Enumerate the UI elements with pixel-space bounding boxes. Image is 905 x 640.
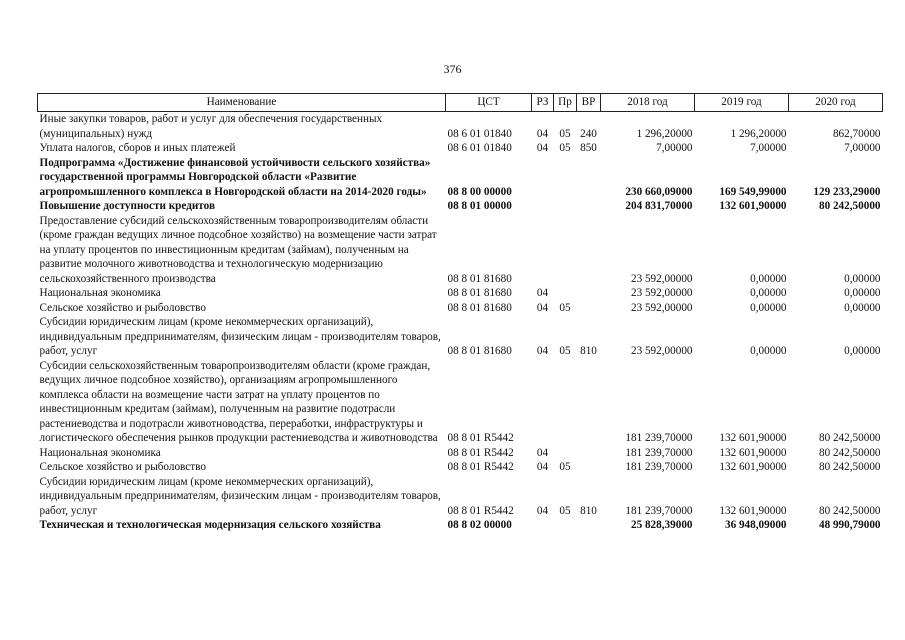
row-2020: 7,00000	[844, 142, 881, 154]
row-pr: 05	[559, 142, 571, 154]
row-2018: 7,00000	[656, 142, 693, 154]
row-name: Повышение доступности кредитов	[39, 200, 216, 212]
table-row	[38, 141, 883, 156]
row-cst: 08 8 01 00000	[447, 200, 512, 212]
row-pr: 05	[559, 504, 571, 517]
row-2019: 132 601,90000	[719, 461, 787, 473]
row-name: Предоставление субсидий сельскохозяйственным товаропроизводителям области (кроме граждан ведущих личное подсобное хозяйство) на возмещение части затрат на уплату процентов по инвестиционным кредитам (займам), полученным на развитие молочного животноводства и технологическую модернизацию сельскохозяйственного производства	[39, 214, 437, 285]
row-name: Уплата налогов, сборов и иных платежей	[39, 142, 236, 154]
row-2019: 132 601,90000	[719, 200, 787, 212]
header-2020: 2020 год	[789, 94, 883, 112]
row-vr	[577, 359, 601, 446]
row-vr	[577, 446, 601, 461]
row-2018: 181 239,70000	[625, 504, 693, 517]
row-2019: 0,00000	[750, 345, 787, 357]
table-row	[38, 315, 883, 359]
row-rz: 04	[536, 301, 549, 314]
row-pr	[554, 446, 577, 461]
row-2019: 0,00000	[750, 287, 787, 299]
row-name: Субсидии юридическим лицам (кроме некоммерческих организаций), индивидуальным предпринимателям, физическим лицам - производителям товаров, работ, услуг	[39, 316, 441, 357]
row-pr: 05	[559, 461, 571, 473]
row-2018: 1 296,20000	[636, 127, 693, 140]
row-cst: 08 8 01 81680	[447, 345, 512, 357]
row-name: Техническая и технологическая модернизация сельского хозяйства	[39, 519, 381, 531]
row-cst: 08 6 01 01840	[447, 127, 512, 140]
row-cst: 08 6 01 01840	[447, 142, 512, 154]
row-cst: 08 8 01 R5442	[447, 432, 514, 444]
row-2020: 0,00000	[844, 272, 881, 285]
row-vr: 810	[580, 345, 597, 357]
row-2019: 36 948,09000	[724, 519, 787, 531]
row-cst: 08 8 01 81680	[447, 272, 512, 285]
row-name: Национальная экономика	[39, 287, 161, 299]
row-2018: 230 660,09000	[625, 185, 693, 198]
row-2018: 181 239,70000	[625, 461, 693, 473]
row-vr	[577, 214, 601, 287]
row-rz	[532, 518, 554, 533]
row-2019: 7,00000	[750, 142, 787, 154]
row-cst: 08 8 01 R5442	[447, 461, 514, 473]
row-name: Подпрограмма «Достижение финансовой устойчивости сельского хозяйства» государственной программы Новгородской области «Развитие агропромышленного комплекса в Новгородской области на 2014-2020 годы»	[39, 156, 431, 198]
row-2019: 169 549,99000	[719, 185, 787, 198]
row-vr	[577, 199, 601, 214]
row-2019: 1 296,20000	[730, 127, 787, 140]
row-2018: 23 592,00000	[630, 272, 693, 285]
row-cst: 08 8 01 R5442	[447, 446, 514, 459]
header-row	[38, 94, 883, 112]
row-pr	[554, 199, 577, 214]
table-row	[38, 286, 883, 301]
row-pr	[554, 359, 577, 446]
row-pr: 05	[559, 301, 571, 314]
table-row	[38, 446, 883, 461]
row-cst: 08 8 02 00000	[447, 519, 512, 531]
row-2019: 132 601,90000	[719, 432, 787, 444]
table-body	[38, 112, 883, 533]
row-pr	[554, 156, 577, 200]
row-pr: 05	[559, 345, 571, 357]
header-vr: ВР	[577, 94, 601, 112]
row-cst: 08 8 00 00000	[447, 185, 512, 198]
row-pr	[554, 286, 577, 301]
header-rz: РЗ	[532, 94, 554, 112]
row-vr	[577, 460, 601, 475]
row-2020: 80 242,50000	[818, 446, 881, 459]
header-2018: 2018 год	[601, 94, 695, 112]
header-2019: 2019 год	[695, 94, 789, 112]
row-vr: 850	[580, 142, 597, 154]
row-2018: 23 592,00000	[630, 301, 693, 314]
budget-table	[37, 93, 883, 533]
row-name: Сельское хозяйство и рыболовство	[39, 301, 206, 314]
row-cst: 08 8 01 R5442	[447, 504, 514, 517]
row-rz: 04	[536, 287, 549, 299]
row-2019: 132 601,90000	[719, 446, 787, 459]
table-row	[38, 156, 883, 200]
row-2020: 862,70000	[832, 127, 881, 140]
row-2019: 0,00000	[750, 301, 787, 314]
row-vr: 240	[580, 127, 597, 140]
row-2018: 23 592,00000	[630, 345, 693, 357]
row-2020: 48 990,79000	[818, 519, 881, 531]
row-2020: 129 233,29000	[813, 185, 881, 198]
row-2020: 80 242,50000	[818, 461, 881, 473]
row-2018: 25 828,39000	[630, 519, 693, 531]
table-row	[38, 199, 883, 214]
row-pr	[554, 518, 577, 533]
row-rz	[532, 214, 554, 287]
row-pr	[554, 214, 577, 287]
table-row	[38, 475, 883, 519]
row-rz: 04	[536, 461, 549, 473]
row-cst: 08 8 01 81680	[447, 287, 512, 299]
row-vr: 810	[580, 504, 597, 517]
table-row	[38, 359, 883, 446]
row-2019: 132 601,90000	[719, 504, 787, 517]
row-2020: 80 242,50000	[818, 432, 881, 444]
row-2020: 80 242,50000	[818, 200, 881, 212]
row-rz	[532, 199, 554, 214]
row-rz	[532, 359, 554, 446]
row-2020: 0,00000	[844, 287, 881, 299]
row-2018: 181 239,70000	[625, 446, 693, 459]
row-vr	[577, 301, 601, 316]
header-pr: Пр	[554, 94, 577, 112]
header-cst: ЦСТ	[446, 94, 532, 112]
row-name: Иные закупки товаров, работ и услуг для обеспечения государственных (муниципальных) нужд	[39, 113, 383, 140]
row-2018: 204 831,70000	[625, 200, 693, 212]
table-header	[38, 94, 883, 112]
row-vr	[577, 286, 601, 301]
row-name: Субсидии сельскохозяйственным товаропроизводителям области (кроме граждан, ведущих личное подсобное хозяйство), организациям агропромышленного комплекса области на возмещение части затрат на уплату процентов по инвестиционным кредитам (займам), полученным на развитие подотрасли растениеводства и подотрасли животноводства, переработки, инфраструктуры и логистического обеспечения рынков продукции растениеводства и животноводства	[39, 359, 438, 444]
table-row	[38, 460, 883, 475]
row-rz: 04	[536, 142, 549, 154]
row-2019: 0,00000	[750, 272, 787, 285]
row-rz: 04	[536, 345, 549, 357]
row-vr	[577, 518, 601, 533]
table-row	[38, 301, 883, 316]
table-row	[38, 112, 883, 142]
row-2020: 0,00000	[844, 301, 881, 314]
row-name: Сельское хозяйство и рыболовство	[39, 461, 206, 473]
page-number: 376	[443, 62, 462, 76]
row-rz	[532, 156, 554, 200]
row-2018: 181 239,70000	[625, 432, 693, 444]
row-name: Национальная экономика	[39, 446, 161, 459]
row-name: Субсидии юридическим лицам (кроме некоммерческих организаций), индивидуальным предпринимателям, физическим лицам - производителям товаров, работ, услуг	[39, 475, 441, 517]
row-vr	[577, 156, 601, 200]
row-cst: 08 8 01 81680	[447, 301, 512, 314]
row-2018: 23 592,00000	[630, 287, 693, 299]
row-rz: 04	[536, 504, 549, 517]
row-pr: 05	[559, 127, 571, 140]
row-2020: 80 242,50000	[818, 504, 881, 517]
header-name: Наименование	[38, 94, 446, 112]
table-row	[38, 214, 883, 287]
row-rz: 04	[536, 446, 549, 459]
row-rz: 04	[536, 127, 549, 140]
table-row	[38, 518, 883, 533]
row-2020: 0,00000	[844, 345, 881, 357]
